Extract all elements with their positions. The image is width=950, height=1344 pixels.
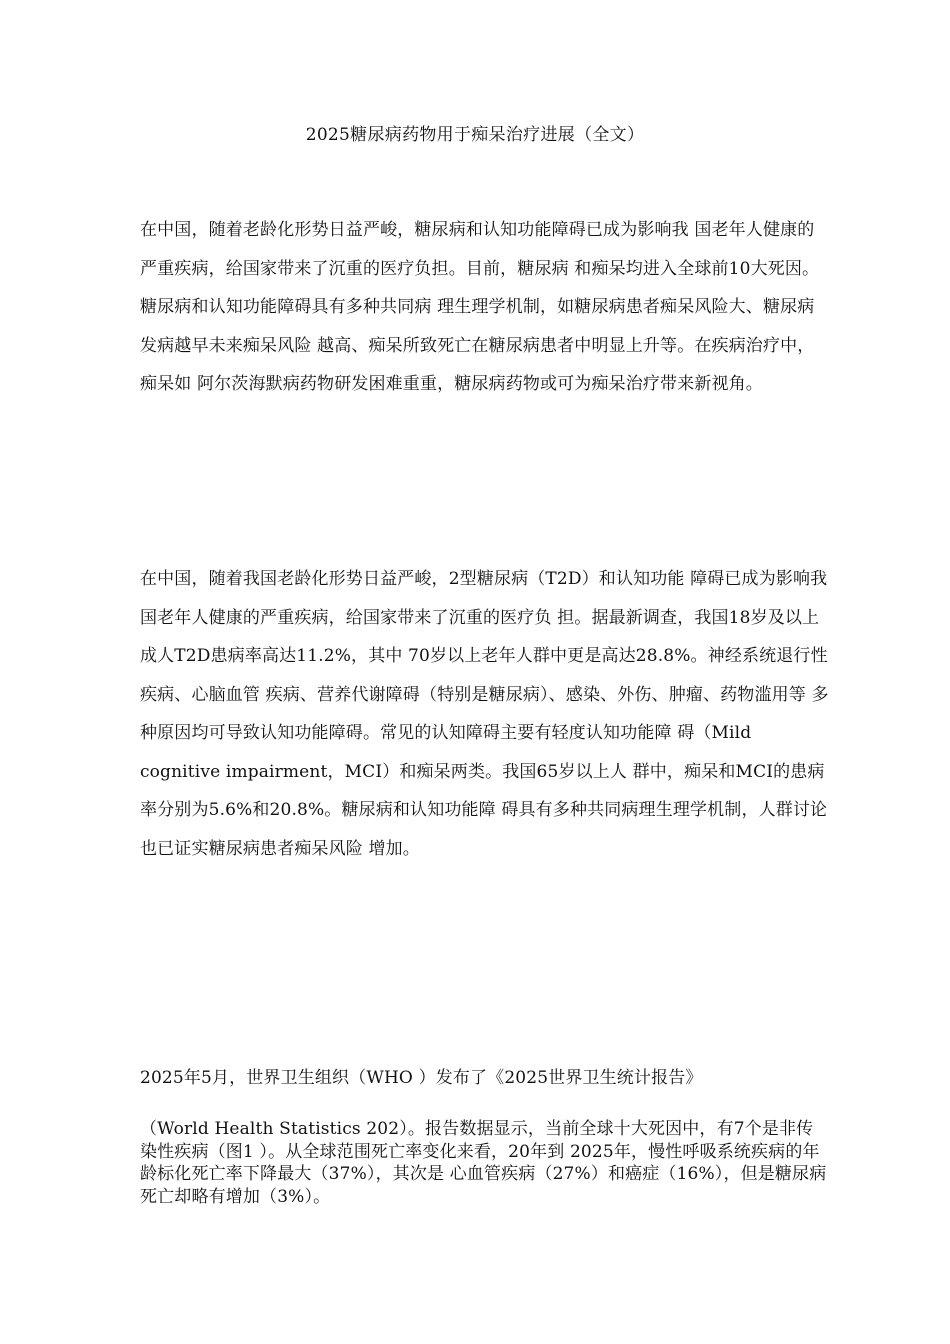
paragraph-prevalence: 在中国，随着我国老龄化形势日益严峻，2型糖尿病（T2D）和认知功能 障碍已成为影响我国老年人健康的严重疾病，给国家带来了沉重的医疗负 担。据最新调查，我国18岁及以上成人T2D患病率高达11.2%，其中 70岁以上老年人群中更是高达28.8%。神经系统退行性疾病、心脑血管 疾病、营养代谢障碍（特别是糖尿病）、感染、外伤、肿瘤、药物滥用等 多种原因均可导致认知功能障碍。常见的认知障碍主要有轻度认知功能障 碍（Mild cognitive impairment，MCI）和痴呆两类。我国65岁以上人 群中，痴呆和MCI的患病率分别为5.6%和20.8%。糖尿病和认知功能障 碍具有多种共同病理生理学机制，人群讨论也已证实糖尿病患者痴呆风险 增加。 (140, 569, 829, 859)
paragraph-intro: 在中国，随着老龄化形势日益严峻，糖尿病和认知功能障碍已成为影响我 国老年人健康的严重疾病，给国家带来了沉重的医疗负担。目前，糖尿病 和痴呆均进入全球前10大死因。糖尿病和认知功能障碍具有多种共同病 理生理学机制，如糖尿病患者痴呆风险大、糖尿病发病越早未来痴呆风险 越高、痴呆所致死亡在糖尿病患者中明显上升等。在疾病治疗中，痴呆如 阿尔茨海默病药物研发困难重重，糖尿病药物或可为痴呆治疗带来新视角。 (140, 220, 820, 394)
document-title: 2025糖尿病药物用于痴呆治疗进展（全文） (305, 125, 645, 145)
paragraph-statistics: （World Health Statistics 202）。报告数据显示，当前全球十大死因中，有7个是非传染性疾病（图1 ）。从全球范围死亡率变化来看，20年到 2025年，慢性呼吸系统疾病的年龄标化死亡率下降最大（37%），其次是 心血管疾病（27%）和癌症（16%），但是糖尿病死亡却略有增加（3%）。 (140, 1119, 827, 1207)
paragraph-who-report: 2025年5月，世界卫生组织（WHO ）发布了《2025世界卫生统计报告》 (140, 1068, 703, 1088)
